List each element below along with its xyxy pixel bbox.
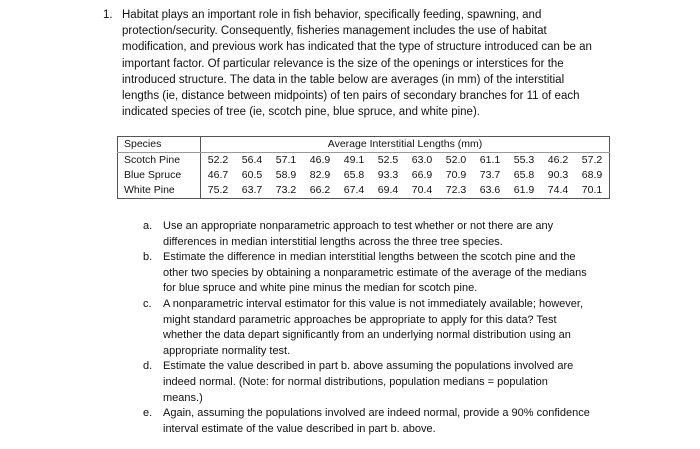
table-cell: 46.9 [309, 154, 331, 166]
values-column-header: Average Interstitial Lengths (mm) [201, 137, 610, 153]
table-cell: 52.2 [207, 154, 229, 166]
question-intro [122, 7, 652, 120]
part-text-line: A nonparametric interval estimator for this value is not immediately available; however, [163, 297, 584, 310]
table-cell: 67.4 [337, 183, 371, 199]
part-text-line: whether the data depart significantly from an underlying normal distribution using an [163, 329, 571, 342]
part-label: a. [143, 220, 153, 232]
question-part [143, 250, 590, 297]
question-part [143, 219, 590, 250]
intro-line: lengths (ie, distance between midpoints) of ten pairs of secondary branches for 11 of each [122, 90, 580, 103]
part-label: b. [143, 251, 153, 264]
question-part [143, 297, 590, 359]
data-table [117, 136, 610, 199]
table-cell: 65.8 [513, 169, 535, 181]
species-name: Scotch Pine [118, 153, 201, 169]
intro-line: Habitat plays an important role in fish behavior, specifically feeding, spawning, and [122, 9, 542, 21]
table-row [118, 183, 610, 199]
table-cell: 52.0 [445, 154, 467, 166]
table-cell: 46.2 [547, 154, 569, 166]
part-text-line: Estimate the difference in median interstitial lengths between the scotch pine and the [163, 251, 576, 264]
intro-line: protection/security. Consequently, fisheries management includes the use of habitat [122, 25, 547, 38]
table-cell: 73.2 [269, 183, 303, 199]
table-cell: 66.9 [411, 169, 433, 181]
table-cell: 73.7 [479, 169, 501, 181]
question-parts [143, 219, 590, 437]
table-cell: 46.7 [207, 169, 229, 181]
table-cell: 60.5 [241, 169, 263, 181]
part-label: e. [143, 407, 153, 420]
table-cell: 93.3 [377, 169, 399, 181]
part-text-line: appropriate normality test. [163, 344, 291, 357]
table-header-row [118, 137, 610, 153]
part-text-line: might standard parametric approaches be appropriate to apply for this data? Test [163, 313, 557, 326]
table-cell: 52.5 [377, 154, 399, 166]
table-cell: 61.9 [507, 183, 541, 199]
table-cell: 75.2 [201, 183, 236, 199]
part-text-line: Again, assuming the populations involved are indeed normal, provide a 90% confidence [163, 407, 590, 420]
intro-line: modification, and previous work has indicated that the type of structure introduced can be an [122, 41, 592, 54]
table-cell: 72.3 [439, 183, 473, 199]
intro-line: important factor. Of particular relevance is the size of the openings or interstices for the [122, 57, 564, 70]
question-part [143, 406, 590, 437]
part-text-line: other two species by obtaining a nonparametric estimate of the average of the medians [163, 266, 587, 279]
table-cell: 90.3 [547, 169, 569, 181]
part-text-line: indeed normal. (Note: for normal distributions, population medians = population [163, 375, 548, 388]
species-column-header: Species [118, 137, 201, 153]
table-cell: 82.9 [309, 169, 331, 181]
table-cell: 63.7 [235, 183, 269, 199]
table-row [118, 153, 610, 169]
table-row [118, 168, 610, 183]
table-cell: 70.1 [575, 183, 610, 199]
question-number: 1. [103, 9, 113, 21]
question-part [143, 359, 590, 406]
table-cell: 55.3 [513, 154, 535, 166]
table-cell: 57.1 [275, 154, 297, 166]
table-cell: 49.1 [343, 154, 365, 166]
intro-line: indicated species of tree (ie, scotch pine, blue spruce, and white pine). [122, 106, 480, 119]
part-text-line: Estimate the value described in part b. above assuming the populations involved are [163, 360, 574, 373]
part-text-line: differences in median interstitial lengths across the three tree species. [163, 235, 503, 248]
table-cell: 63.0 [411, 154, 433, 166]
table-cell: 70.4 [405, 183, 439, 199]
part-label: c. [143, 297, 152, 310]
part-text-line: for blue spruce and white pine minus the median for scotch pine. [163, 282, 478, 295]
part-text-line: means.) [163, 391, 203, 404]
table-cell: 68.9 [575, 168, 610, 183]
table-cell: 56.4 [241, 154, 263, 166]
table-cell: 74.4 [541, 183, 575, 199]
intro-line: introduced structure. The data in the table below are averages (in mm) of the interstitial [122, 73, 565, 86]
species-name: Blue Spruce [118, 168, 201, 183]
part-text-line: interval estimate of the value described in part b. above. [163, 422, 436, 435]
table-cell: 69.4 [371, 183, 405, 199]
table-cell: 58.9 [275, 169, 297, 181]
part-text-line: Use an appropriate nonparametric approach to test whether or not there are any [163, 220, 554, 232]
table-cell: 61.1 [479, 154, 501, 166]
table-cell: 66.2 [303, 183, 337, 199]
part-label: d. [143, 360, 153, 373]
table-cell: 63.6 [473, 183, 507, 199]
table-cell: 70.9 [445, 169, 467, 181]
table-cell: 65.8 [343, 169, 365, 181]
species-name: White Pine [118, 183, 201, 199]
table-cell: 57.2 [575, 153, 610, 169]
